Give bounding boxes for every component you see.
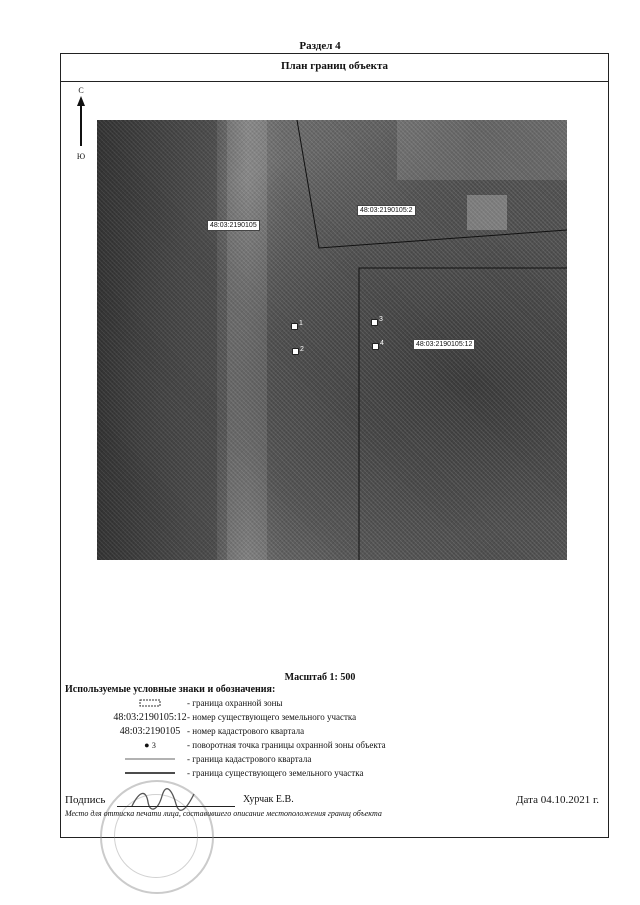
signature-row: [65, 794, 605, 808]
turning-point-marker: [291, 323, 298, 330]
scale-label: Масштаб 1: 500: [284, 672, 356, 683]
south-label: Ю: [76, 152, 86, 161]
turning-point-marker: [371, 319, 378, 326]
turning-point-marker: [372, 343, 379, 350]
point-number: 3: [379, 316, 383, 323]
parcel-label: 48:03:2190105: [207, 220, 260, 231]
legend-desc: - номер существующего земельного участка: [187, 712, 357, 722]
parcel-number-symbol: 48:03:2190105:12: [113, 712, 187, 723]
legend-item: [65, 712, 605, 726]
legend-desc: - поворотная точка границы охранной зоны объекта: [187, 740, 386, 750]
legend-desc: - граница охранной зоны: [187, 698, 283, 708]
turning-point-symbol: ● 3: [144, 740, 156, 750]
frame-header: [61, 54, 608, 82]
aerial-map: [97, 120, 567, 560]
point-number: 2: [300, 346, 304, 353]
legend-item: [65, 698, 605, 712]
signer-name: Хурчак Е.В.: [243, 794, 294, 805]
plan-title: План границ объекта: [280, 60, 389, 72]
legend-desc: - граница существующего земельного участка: [187, 768, 364, 778]
point-number: 1: [299, 320, 303, 327]
legend-item: [65, 754, 605, 768]
legend-desc: - граница кадастрового квартала: [187, 754, 312, 764]
turning-point-marker: [292, 348, 299, 355]
signature-label: Подпись: [65, 794, 106, 806]
legend-item: [65, 740, 605, 754]
parcel-label: 48:03:2190105:2: [357, 205, 416, 216]
north-arrow: [74, 86, 88, 166]
north-label: С: [78, 86, 84, 95]
legend-desc: - номер кадастрового квартала: [187, 726, 305, 736]
point-number: 4: [380, 340, 384, 347]
section-title: Раздел 4: [299, 40, 341, 52]
quarter-number-symbol: 48:03:2190105: [119, 726, 181, 737]
map-overlay: [97, 120, 567, 560]
legend-title: Используемые условные знаки и обозначения:: [65, 684, 276, 695]
signature-line: [117, 806, 235, 807]
parcel-label: 48:03:2190105:12: [413, 339, 475, 350]
point-dot-icon: ●: [144, 740, 150, 750]
document-date: Дата 04.10.2021 г.: [516, 794, 599, 806]
stamp-caption: Место для оттиска печати лица, составившего описание местоположения границ объекта: [65, 809, 382, 818]
parcel-boundary: [359, 268, 567, 560]
legend-item: [65, 726, 605, 740]
